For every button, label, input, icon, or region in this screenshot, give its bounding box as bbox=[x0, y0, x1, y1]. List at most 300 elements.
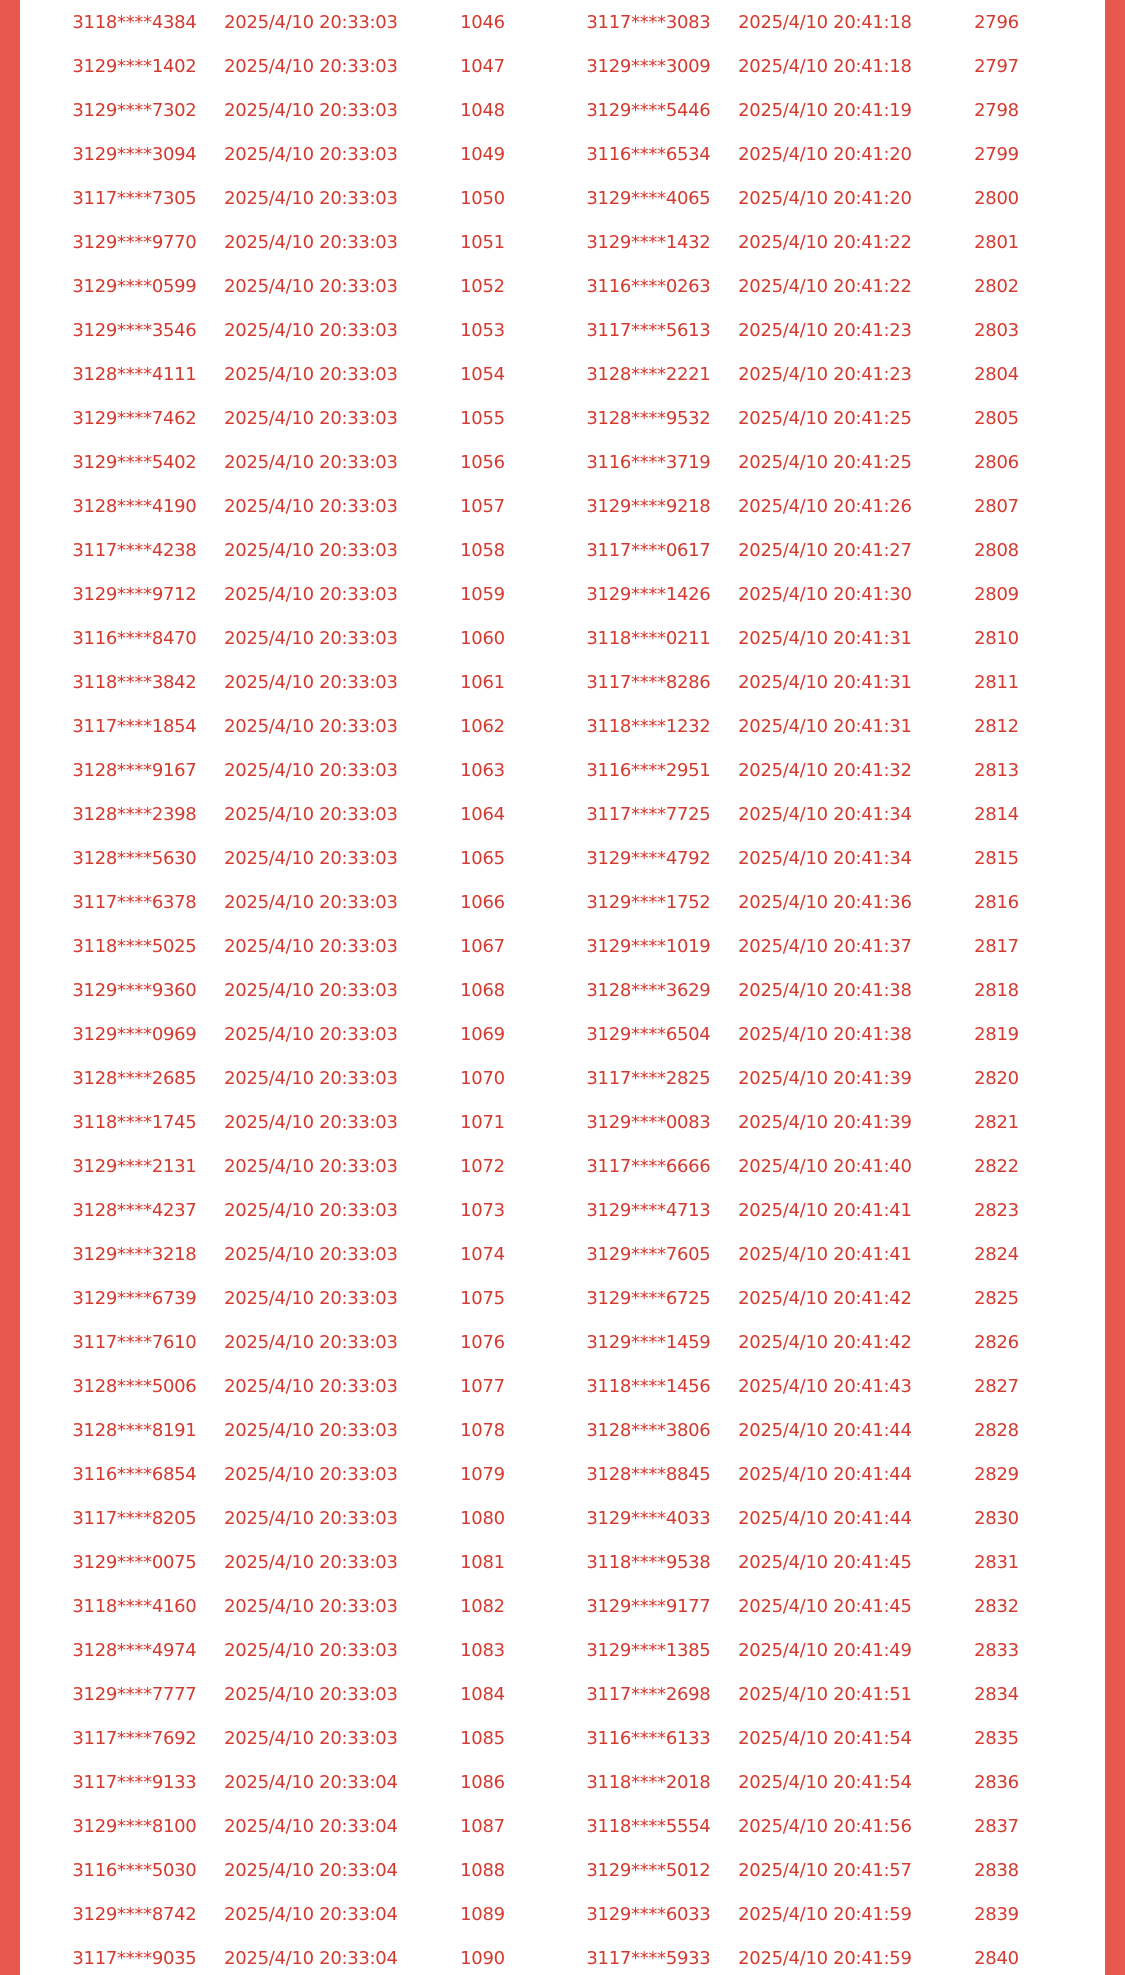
user-id-cell: 3129****7605 bbox=[586, 1243, 711, 1265]
user-id-cell: 3129****1426 bbox=[586, 583, 711, 605]
timestamp-cell: 2025/4/10 20:33:03 bbox=[224, 1463, 398, 1485]
rank-number-cell: 1057 bbox=[460, 495, 505, 517]
table-row bbox=[56, 704, 556, 748]
rank-number-cell: 1080 bbox=[460, 1507, 505, 1529]
table-row bbox=[56, 44, 556, 88]
timestamp-cell: 2025/4/10 20:33:03 bbox=[224, 1727, 398, 1749]
user-id-cell: 3129****6739 bbox=[72, 1287, 197, 1309]
rank-number-cell: 2812 bbox=[974, 715, 1019, 737]
user-id-cell: 3116****3719 bbox=[586, 451, 711, 473]
user-id-cell: 3116****8470 bbox=[72, 627, 197, 649]
rank-number-cell: 1065 bbox=[460, 847, 505, 869]
user-id-cell: 3129****5012 bbox=[586, 1859, 711, 1881]
user-id-cell: 3117****0617 bbox=[586, 539, 711, 561]
timestamp-cell: 2025/4/10 20:41:22 bbox=[738, 275, 912, 297]
rank-number-cell: 1082 bbox=[460, 1595, 505, 1617]
rank-number-cell: 2830 bbox=[974, 1507, 1019, 1529]
timestamp-cell: 2025/4/10 20:33:03 bbox=[224, 1683, 398, 1705]
user-id-cell: 3129****7462 bbox=[72, 407, 197, 429]
rank-number-cell: 2816 bbox=[974, 891, 1019, 913]
table-row bbox=[570, 1012, 1070, 1056]
rank-number-cell: 1053 bbox=[460, 319, 505, 341]
user-id-cell: 3129****3218 bbox=[72, 1243, 197, 1265]
rank-number-cell: 1072 bbox=[460, 1155, 505, 1177]
user-id-cell: 3117****8286 bbox=[586, 671, 711, 693]
table-row bbox=[56, 1056, 556, 1100]
user-id-cell: 3129****0599 bbox=[72, 275, 197, 297]
timestamp-cell: 2025/4/10 20:33:03 bbox=[224, 979, 398, 1001]
table-row bbox=[56, 484, 556, 528]
timestamp-cell: 2025/4/10 20:33:03 bbox=[224, 891, 398, 913]
rank-number-cell: 1076 bbox=[460, 1331, 505, 1353]
user-id-cell: 3129****4713 bbox=[586, 1199, 711, 1221]
table-row bbox=[56, 528, 556, 572]
user-id-cell: 3129****3009 bbox=[586, 55, 711, 77]
table-row bbox=[570, 44, 1070, 88]
rank-number-cell: 2837 bbox=[974, 1815, 1019, 1837]
timestamp-cell: 2025/4/10 20:33:03 bbox=[224, 1507, 398, 1529]
timestamp-cell: 2025/4/10 20:41:59 bbox=[738, 1947, 912, 1969]
table-row bbox=[56, 352, 556, 396]
table-row bbox=[570, 572, 1070, 616]
table-row bbox=[56, 0, 556, 44]
rank-number-cell: 1047 bbox=[460, 55, 505, 77]
timestamp-cell: 2025/4/10 20:33:03 bbox=[224, 11, 398, 33]
timestamp-cell: 2025/4/10 20:33:03 bbox=[224, 759, 398, 781]
table-row bbox=[570, 176, 1070, 220]
user-id-cell: 3129****7302 bbox=[72, 99, 197, 121]
user-id-cell: 3129****6033 bbox=[586, 1903, 711, 1925]
timestamp-cell: 2025/4/10 20:41:31 bbox=[738, 627, 912, 649]
user-id-cell: 3129****1752 bbox=[586, 891, 711, 913]
table-row bbox=[56, 924, 556, 968]
timestamp-cell: 2025/4/10 20:41:43 bbox=[738, 1375, 912, 1397]
timestamp-cell: 2025/4/10 20:41:18 bbox=[738, 11, 912, 33]
timestamp-cell: 2025/4/10 20:33:03 bbox=[224, 1023, 398, 1045]
user-id-cell: 3117****6378 bbox=[72, 891, 197, 913]
user-id-cell: 3129****4033 bbox=[586, 1507, 711, 1529]
table-row bbox=[570, 748, 1070, 792]
timestamp-cell: 2025/4/10 20:41:44 bbox=[738, 1507, 912, 1529]
rank-number-cell: 1058 bbox=[460, 539, 505, 561]
user-id-cell: 3116****6534 bbox=[586, 143, 711, 165]
timestamp-cell: 2025/4/10 20:41:59 bbox=[738, 1903, 912, 1925]
table-row bbox=[56, 1232, 556, 1276]
rank-number-cell: 2822 bbox=[974, 1155, 1019, 1177]
table-row bbox=[56, 968, 556, 1012]
rank-number-cell: 2805 bbox=[974, 407, 1019, 429]
rank-number-cell: 2828 bbox=[974, 1419, 1019, 1441]
table-row bbox=[570, 1452, 1070, 1496]
user-id-cell: 3117****2825 bbox=[586, 1067, 711, 1089]
timestamp-cell: 2025/4/10 20:33:04 bbox=[224, 1815, 398, 1837]
table-row bbox=[570, 484, 1070, 528]
rank-number-cell: 2801 bbox=[974, 231, 1019, 253]
timestamp-cell: 2025/4/10 20:41:37 bbox=[738, 935, 912, 957]
table-row bbox=[570, 1584, 1070, 1628]
user-id-cell: 3129****9712 bbox=[72, 583, 197, 605]
timestamp-cell: 2025/4/10 20:33:03 bbox=[224, 1111, 398, 1133]
rank-number-cell: 1060 bbox=[460, 627, 505, 649]
rank-number-cell: 1059 bbox=[460, 583, 505, 605]
user-id-cell: 3117****5933 bbox=[586, 1947, 711, 1969]
rank-number-cell: 2800 bbox=[974, 187, 1019, 209]
rank-number-cell: 1066 bbox=[460, 891, 505, 913]
rank-number-cell: 2814 bbox=[974, 803, 1019, 825]
timestamp-cell: 2025/4/10 20:41:44 bbox=[738, 1463, 912, 1485]
timestamp-cell: 2025/4/10 20:41:44 bbox=[738, 1419, 912, 1441]
rank-number-cell: 1084 bbox=[460, 1683, 505, 1705]
timestamp-cell: 2025/4/10 20:41:19 bbox=[738, 99, 912, 121]
table-row bbox=[56, 1672, 556, 1716]
rank-number-cell: 2829 bbox=[974, 1463, 1019, 1485]
right-record-table bbox=[570, 0, 1070, 1975]
user-id-cell: 3117****5613 bbox=[586, 319, 711, 341]
timestamp-cell: 2025/4/10 20:33:03 bbox=[224, 803, 398, 825]
rank-number-cell: 2817 bbox=[974, 935, 1019, 957]
user-id-cell: 3129****9218 bbox=[586, 495, 711, 517]
table-row bbox=[570, 1672, 1070, 1716]
rank-number-cell: 1079 bbox=[460, 1463, 505, 1485]
rank-number-cell: 2838 bbox=[974, 1859, 1019, 1881]
table-row bbox=[570, 880, 1070, 924]
user-id-cell: 3118****1232 bbox=[586, 715, 711, 737]
timestamp-cell: 2025/4/10 20:33:03 bbox=[224, 583, 398, 605]
rank-number-cell: 2798 bbox=[974, 99, 1019, 121]
table-row bbox=[56, 1936, 556, 1975]
rank-number-cell: 1055 bbox=[460, 407, 505, 429]
timestamp-cell: 2025/4/10 20:41:32 bbox=[738, 759, 912, 781]
table-row bbox=[570, 968, 1070, 1012]
table-row bbox=[570, 88, 1070, 132]
table-row bbox=[56, 1496, 556, 1540]
rank-number-cell: 1049 bbox=[460, 143, 505, 165]
table-row bbox=[570, 792, 1070, 836]
user-id-cell: 3129****6504 bbox=[586, 1023, 711, 1045]
table-row bbox=[56, 1144, 556, 1188]
user-id-cell: 3129****9360 bbox=[72, 979, 197, 1001]
user-id-cell: 3129****6725 bbox=[586, 1287, 711, 1309]
rank-number-cell: 2821 bbox=[974, 1111, 1019, 1133]
timestamp-cell: 2025/4/10 20:33:03 bbox=[224, 1639, 398, 1661]
timestamp-cell: 2025/4/10 20:33:03 bbox=[224, 1067, 398, 1089]
user-id-cell: 3129****4792 bbox=[586, 847, 711, 869]
rank-number-cell: 1069 bbox=[460, 1023, 505, 1045]
rank-number-cell: 2797 bbox=[974, 55, 1019, 77]
table-row bbox=[56, 1408, 556, 1452]
rank-number-cell: 2827 bbox=[974, 1375, 1019, 1397]
user-id-cell: 3116****2951 bbox=[586, 759, 711, 781]
user-id-cell: 3128****4111 bbox=[72, 363, 197, 385]
table-row bbox=[570, 352, 1070, 396]
user-id-cell: 3129****1459 bbox=[586, 1331, 711, 1353]
table-row bbox=[570, 1188, 1070, 1232]
rank-number-cell: 2809 bbox=[974, 583, 1019, 605]
timestamp-cell: 2025/4/10 20:33:04 bbox=[224, 1903, 398, 1925]
rank-number-cell: 2839 bbox=[974, 1903, 1019, 1925]
rank-number-cell: 1070 bbox=[460, 1067, 505, 1089]
user-id-cell: 3118****0211 bbox=[586, 627, 711, 649]
table-row bbox=[56, 1188, 556, 1232]
timestamp-cell: 2025/4/10 20:33:03 bbox=[224, 275, 398, 297]
user-id-cell: 3118****1745 bbox=[72, 1111, 197, 1133]
timestamp-cell: 2025/4/10 20:41:49 bbox=[738, 1639, 912, 1661]
table-row bbox=[56, 880, 556, 924]
timestamp-cell: 2025/4/10 20:33:03 bbox=[224, 1199, 398, 1221]
user-id-cell: 3117****6666 bbox=[586, 1155, 711, 1177]
user-id-cell: 3116****5030 bbox=[72, 1859, 197, 1881]
timestamp-cell: 2025/4/10 20:33:03 bbox=[224, 187, 398, 209]
table-row bbox=[570, 0, 1070, 44]
timestamp-cell: 2025/4/10 20:41:54 bbox=[738, 1771, 912, 1793]
user-id-cell: 3128****9532 bbox=[586, 407, 711, 429]
timestamp-cell: 2025/4/10 20:33:03 bbox=[224, 363, 398, 385]
timestamp-cell: 2025/4/10 20:33:03 bbox=[224, 55, 398, 77]
user-id-cell: 3129****3094 bbox=[72, 143, 197, 165]
rank-number-cell: 2831 bbox=[974, 1551, 1019, 1573]
rank-number-cell: 2799 bbox=[974, 143, 1019, 165]
table-row bbox=[570, 1628, 1070, 1672]
table-row bbox=[570, 1540, 1070, 1584]
timestamp-cell: 2025/4/10 20:41:34 bbox=[738, 847, 912, 869]
table-row bbox=[56, 1628, 556, 1672]
rank-number-cell: 1064 bbox=[460, 803, 505, 825]
timestamp-cell: 2025/4/10 20:41:38 bbox=[738, 979, 912, 1001]
timestamp-cell: 2025/4/10 20:41:40 bbox=[738, 1155, 912, 1177]
timestamp-cell: 2025/4/10 20:33:03 bbox=[224, 1419, 398, 1441]
user-id-cell: 3129****5446 bbox=[586, 99, 711, 121]
timestamp-cell: 2025/4/10 20:41:23 bbox=[738, 363, 912, 385]
table-row bbox=[570, 660, 1070, 704]
user-id-cell: 3117****7725 bbox=[586, 803, 711, 825]
rank-number-cell: 1087 bbox=[460, 1815, 505, 1837]
rank-number-cell: 2819 bbox=[974, 1023, 1019, 1045]
table-row bbox=[56, 1276, 556, 1320]
user-id-cell: 3117****8205 bbox=[72, 1507, 197, 1529]
user-id-cell: 3117****2698 bbox=[586, 1683, 711, 1705]
rank-number-cell: 1090 bbox=[460, 1947, 505, 1969]
user-id-cell: 3128****4190 bbox=[72, 495, 197, 517]
rank-number-cell: 2832 bbox=[974, 1595, 1019, 1617]
table-row bbox=[56, 88, 556, 132]
timestamp-cell: 2025/4/10 20:41:31 bbox=[738, 715, 912, 737]
user-id-cell: 3118****3842 bbox=[72, 671, 197, 693]
rank-number-cell: 1054 bbox=[460, 363, 505, 385]
timestamp-cell: 2025/4/10 20:41:38 bbox=[738, 1023, 912, 1045]
rank-number-cell: 2808 bbox=[974, 539, 1019, 561]
table-row bbox=[570, 836, 1070, 880]
timestamp-cell: 2025/4/10 20:41:39 bbox=[738, 1067, 912, 1089]
rank-number-cell: 2807 bbox=[974, 495, 1019, 517]
table-row bbox=[56, 1364, 556, 1408]
timestamp-cell: 2025/4/10 20:41:22 bbox=[738, 231, 912, 253]
rank-number-cell: 1085 bbox=[460, 1727, 505, 1749]
timestamp-cell: 2025/4/10 20:41:25 bbox=[738, 407, 912, 429]
table-row bbox=[56, 572, 556, 616]
user-id-cell: 3118****9538 bbox=[586, 1551, 711, 1573]
user-id-cell: 3118****2018 bbox=[586, 1771, 711, 1793]
record-tables bbox=[20, 0, 1105, 1975]
user-id-cell: 3117****9133 bbox=[72, 1771, 197, 1793]
rank-number-cell: 1071 bbox=[460, 1111, 505, 1133]
timestamp-cell: 2025/4/10 20:33:03 bbox=[224, 231, 398, 253]
user-id-cell: 3128****9167 bbox=[72, 759, 197, 781]
timestamp-cell: 2025/4/10 20:33:03 bbox=[224, 847, 398, 869]
timestamp-cell: 2025/4/10 20:41:25 bbox=[738, 451, 912, 473]
user-id-cell: 3128****4237 bbox=[72, 1199, 197, 1221]
table-row bbox=[56, 792, 556, 836]
timestamp-cell: 2025/4/10 20:41:18 bbox=[738, 55, 912, 77]
table-row bbox=[570, 1144, 1070, 1188]
rank-number-cell: 2804 bbox=[974, 363, 1019, 385]
table-row bbox=[56, 1716, 556, 1760]
timestamp-cell: 2025/4/10 20:33:03 bbox=[224, 143, 398, 165]
timestamp-cell: 2025/4/10 20:41:41 bbox=[738, 1199, 912, 1221]
timestamp-cell: 2025/4/10 20:33:03 bbox=[224, 1243, 398, 1265]
left-record-table bbox=[56, 0, 556, 1975]
user-id-cell: 3129****0083 bbox=[586, 1111, 711, 1133]
rank-number-cell: 1061 bbox=[460, 671, 505, 693]
table-row bbox=[570, 1232, 1070, 1276]
rank-number-cell: 2833 bbox=[974, 1639, 1019, 1661]
timestamp-cell: 2025/4/10 20:41:51 bbox=[738, 1683, 912, 1705]
rank-number-cell: 1077 bbox=[460, 1375, 505, 1397]
timestamp-cell: 2025/4/10 20:33:03 bbox=[224, 671, 398, 693]
table-row bbox=[56, 616, 556, 660]
user-id-cell: 3129****5402 bbox=[72, 451, 197, 473]
timestamp-cell: 2025/4/10 20:33:03 bbox=[224, 1375, 398, 1397]
timestamp-cell: 2025/4/10 20:33:03 bbox=[224, 319, 398, 341]
user-id-cell: 3117****1854 bbox=[72, 715, 197, 737]
rank-number-cell: 1046 bbox=[460, 11, 505, 33]
user-id-cell: 3118****5025 bbox=[72, 935, 197, 957]
user-id-cell: 3129****4065 bbox=[586, 187, 711, 209]
rank-number-cell: 1074 bbox=[460, 1243, 505, 1265]
rank-number-cell: 1078 bbox=[460, 1419, 505, 1441]
user-id-cell: 3118****4160 bbox=[72, 1595, 197, 1617]
timestamp-cell: 2025/4/10 20:41:30 bbox=[738, 583, 912, 605]
user-id-cell: 3117****7692 bbox=[72, 1727, 197, 1749]
user-id-cell: 3129****7777 bbox=[72, 1683, 197, 1705]
user-id-cell: 3116****0263 bbox=[586, 275, 711, 297]
timestamp-cell: 2025/4/10 20:33:03 bbox=[224, 1331, 398, 1353]
timestamp-cell: 2025/4/10 20:33:03 bbox=[224, 99, 398, 121]
user-id-cell: 3128****4974 bbox=[72, 1639, 197, 1661]
timestamp-cell: 2025/4/10 20:33:03 bbox=[224, 715, 398, 737]
table-row bbox=[570, 1408, 1070, 1452]
table-row bbox=[56, 1100, 556, 1144]
table-row bbox=[570, 1364, 1070, 1408]
table-row bbox=[56, 1584, 556, 1628]
rank-number-cell: 2818 bbox=[974, 979, 1019, 1001]
rank-number-cell: 2840 bbox=[974, 1947, 1019, 1969]
table-row bbox=[570, 1496, 1070, 1540]
timestamp-cell: 2025/4/10 20:41:42 bbox=[738, 1287, 912, 1309]
timestamp-cell: 2025/4/10 20:41:20 bbox=[738, 143, 912, 165]
table-row bbox=[56, 1012, 556, 1056]
user-id-cell: 3129****9177 bbox=[586, 1595, 711, 1617]
table-row bbox=[56, 1452, 556, 1496]
user-id-cell: 3129****0075 bbox=[72, 1551, 197, 1573]
user-id-cell: 3129****8742 bbox=[72, 1903, 197, 1925]
rank-number-cell: 1073 bbox=[460, 1199, 505, 1221]
table-row bbox=[56, 176, 556, 220]
table-row bbox=[56, 1760, 556, 1804]
table-row bbox=[570, 220, 1070, 264]
timestamp-cell: 2025/4/10 20:33:03 bbox=[224, 451, 398, 473]
rank-number-cell: 1068 bbox=[460, 979, 505, 1001]
user-id-cell: 3129****1019 bbox=[586, 935, 711, 957]
timestamp-cell: 2025/4/10 20:41:41 bbox=[738, 1243, 912, 1265]
rank-number-cell: 2796 bbox=[974, 11, 1019, 33]
rank-number-cell: 2811 bbox=[974, 671, 1019, 693]
rank-number-cell: 2834 bbox=[974, 1683, 1019, 1705]
timestamp-cell: 2025/4/10 20:41:45 bbox=[738, 1551, 912, 1573]
user-id-cell: 3128****5006 bbox=[72, 1375, 197, 1397]
rank-number-cell: 2825 bbox=[974, 1287, 1019, 1309]
rank-number-cell: 2803 bbox=[974, 319, 1019, 341]
timestamp-cell: 2025/4/10 20:33:03 bbox=[224, 1595, 398, 1617]
table-row bbox=[56, 396, 556, 440]
table-row bbox=[570, 528, 1070, 572]
table-row bbox=[56, 440, 556, 484]
timestamp-cell: 2025/4/10 20:41:42 bbox=[738, 1331, 912, 1353]
table-row bbox=[56, 132, 556, 176]
timestamp-cell: 2025/4/10 20:33:03 bbox=[224, 539, 398, 561]
table-row bbox=[570, 1716, 1070, 1760]
table-row bbox=[570, 1936, 1070, 1975]
timestamp-cell: 2025/4/10 20:41:31 bbox=[738, 671, 912, 693]
rank-number-cell: 1062 bbox=[460, 715, 505, 737]
table-row bbox=[570, 924, 1070, 968]
user-id-cell: 3129****1385 bbox=[586, 1639, 711, 1661]
rank-number-cell: 1067 bbox=[460, 935, 505, 957]
timestamp-cell: 2025/4/10 20:41:56 bbox=[738, 1815, 912, 1837]
user-id-cell: 3128****2398 bbox=[72, 803, 197, 825]
table-row bbox=[570, 132, 1070, 176]
rank-number-cell: 1083 bbox=[460, 1639, 505, 1661]
rank-number-cell: 1052 bbox=[460, 275, 505, 297]
rank-number-cell: 2835 bbox=[974, 1727, 1019, 1749]
user-id-cell: 3118****5554 bbox=[586, 1815, 711, 1837]
timestamp-cell: 2025/4/10 20:41:36 bbox=[738, 891, 912, 913]
user-id-cell: 3117****4238 bbox=[72, 539, 197, 561]
timestamp-cell: 2025/4/10 20:33:03 bbox=[224, 1551, 398, 1573]
rank-number-cell: 2826 bbox=[974, 1331, 1019, 1353]
table-row bbox=[56, 1892, 556, 1936]
table-row bbox=[56, 836, 556, 880]
table-row bbox=[56, 1848, 556, 1892]
rank-number-cell: 2813 bbox=[974, 759, 1019, 781]
rank-number-cell: 1063 bbox=[460, 759, 505, 781]
table-row bbox=[56, 1320, 556, 1364]
rank-number-cell: 1056 bbox=[460, 451, 505, 473]
rank-number-cell: 2815 bbox=[974, 847, 1019, 869]
user-id-cell: 3129****0969 bbox=[72, 1023, 197, 1045]
timestamp-cell: 2025/4/10 20:33:04 bbox=[224, 1859, 398, 1881]
table-row bbox=[570, 704, 1070, 748]
rank-number-cell: 1051 bbox=[460, 231, 505, 253]
user-id-cell: 3116****6854 bbox=[72, 1463, 197, 1485]
timestamp-cell: 2025/4/10 20:41:54 bbox=[738, 1727, 912, 1749]
user-id-cell: 3129****1432 bbox=[586, 231, 711, 253]
table-row bbox=[570, 1804, 1070, 1848]
user-id-cell: 3128****3806 bbox=[586, 1419, 711, 1441]
rank-number-cell: 2836 bbox=[974, 1771, 1019, 1793]
rank-number-cell: 1086 bbox=[460, 1771, 505, 1793]
user-id-cell: 3128****5630 bbox=[72, 847, 197, 869]
user-id-cell: 3128****3629 bbox=[586, 979, 711, 1001]
